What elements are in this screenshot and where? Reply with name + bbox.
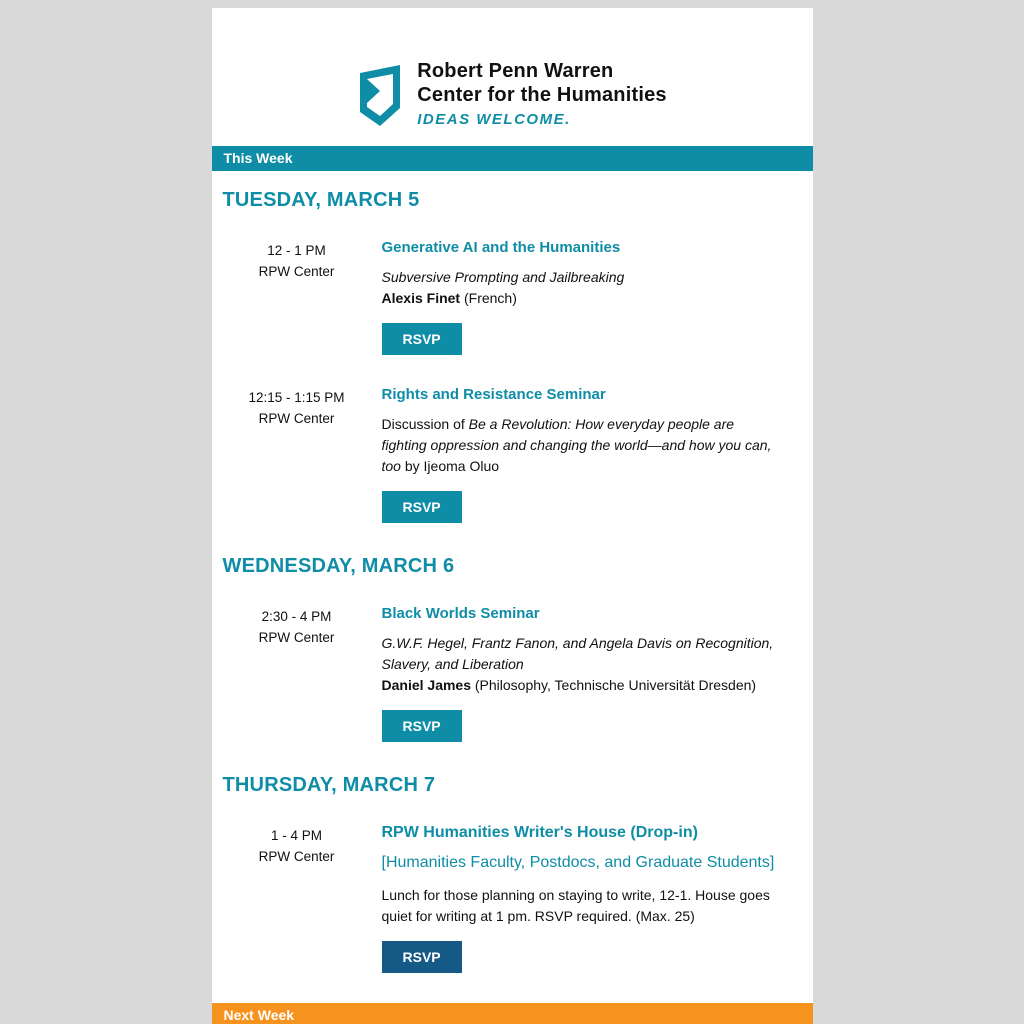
event-meta [222, 604, 372, 742]
rsvp-button[interactable]: RSVP [382, 323, 462, 355]
day-heading-thursday: THURSDAY, MARCH 7 [222, 774, 436, 796]
event-title-link[interactable]: RPW Humanities Writer's House (Drop-in) [381, 824, 698, 841]
next-week-label: Next Week [223, 1007, 295, 1023]
header-logo [212, 8, 813, 146]
event-location: RPW Center [258, 264, 335, 279]
event-location: RPW Center [258, 849, 335, 864]
event-black-worlds [212, 604, 813, 742]
event-rights-resistance [212, 385, 813, 523]
rsvp-button[interactable]: RSVP [382, 941, 462, 973]
rsvp-button[interactable]: RSVP [382, 491, 462, 523]
event-generative-ai [212, 238, 813, 355]
event-subtitle: G.W.F. Hegel, Frantz Fanon, and Angela Davis on Recognition, Slavery, and Liberation [381, 635, 774, 672]
event-description: Discussion of Be a Revolution: How everyday people are fighting oppression and changing the world—and how you can, too by Ijeoma Oluo [381, 416, 772, 474]
event-speaker: Daniel James (Philosophy, Technische Universität Dresden) [381, 677, 757, 693]
event-meta [222, 823, 372, 973]
this-week-label: This Week [223, 150, 293, 166]
event-audience-note: [Humanities Faculty, Postdocs, and Graduate Students] [381, 854, 775, 871]
rpw-shield-icon [357, 62, 403, 130]
logo-text [417, 60, 666, 129]
event-time: 12:15 - 1:15 PM [248, 390, 345, 405]
day-heading-tuesday: TUESDAY, MARCH 5 [222, 189, 420, 211]
event-title-link[interactable]: Generative AI and the Humanities [381, 239, 621, 256]
event-location: RPW Center [258, 630, 335, 645]
this-week-banner [212, 146, 813, 171]
event-speaker: Alexis Finet (French) [381, 290, 517, 306]
logo-name-line2: Center for the Humanities [417, 84, 667, 106]
email-newsletter [212, 8, 813, 1024]
event-time: 12 - 1 PM [267, 243, 326, 258]
day-heading-wednesday: WEDNESDAY, MARCH 6 [222, 555, 455, 577]
logo-name-line1: Robert Penn Warren [417, 60, 614, 82]
event-time: 2:30 - 4 PM [261, 609, 332, 624]
event-time: 1 - 4 PM [270, 828, 322, 843]
event-subtitle: Subversive Prompting and Jailbreaking [381, 269, 625, 285]
event-meta [222, 238, 372, 355]
event-location: RPW Center [258, 411, 335, 426]
next-week-banner [212, 1003, 813, 1024]
logo-tagline: IDEAS WELCOME. [417, 111, 571, 128]
event-writers-house [212, 823, 813, 973]
event-meta [222, 385, 372, 523]
event-title-link[interactable]: Rights and Resistance Seminar [381, 386, 606, 403]
event-description: Lunch for those planning on staying to write, 12-1. House goes quiet for writing at 1 pm. RSVP required. (Max. 25) [381, 887, 770, 924]
rsvp-button[interactable]: RSVP [382, 710, 462, 742]
event-title-link[interactable]: Black Worlds Seminar [381, 605, 540, 622]
